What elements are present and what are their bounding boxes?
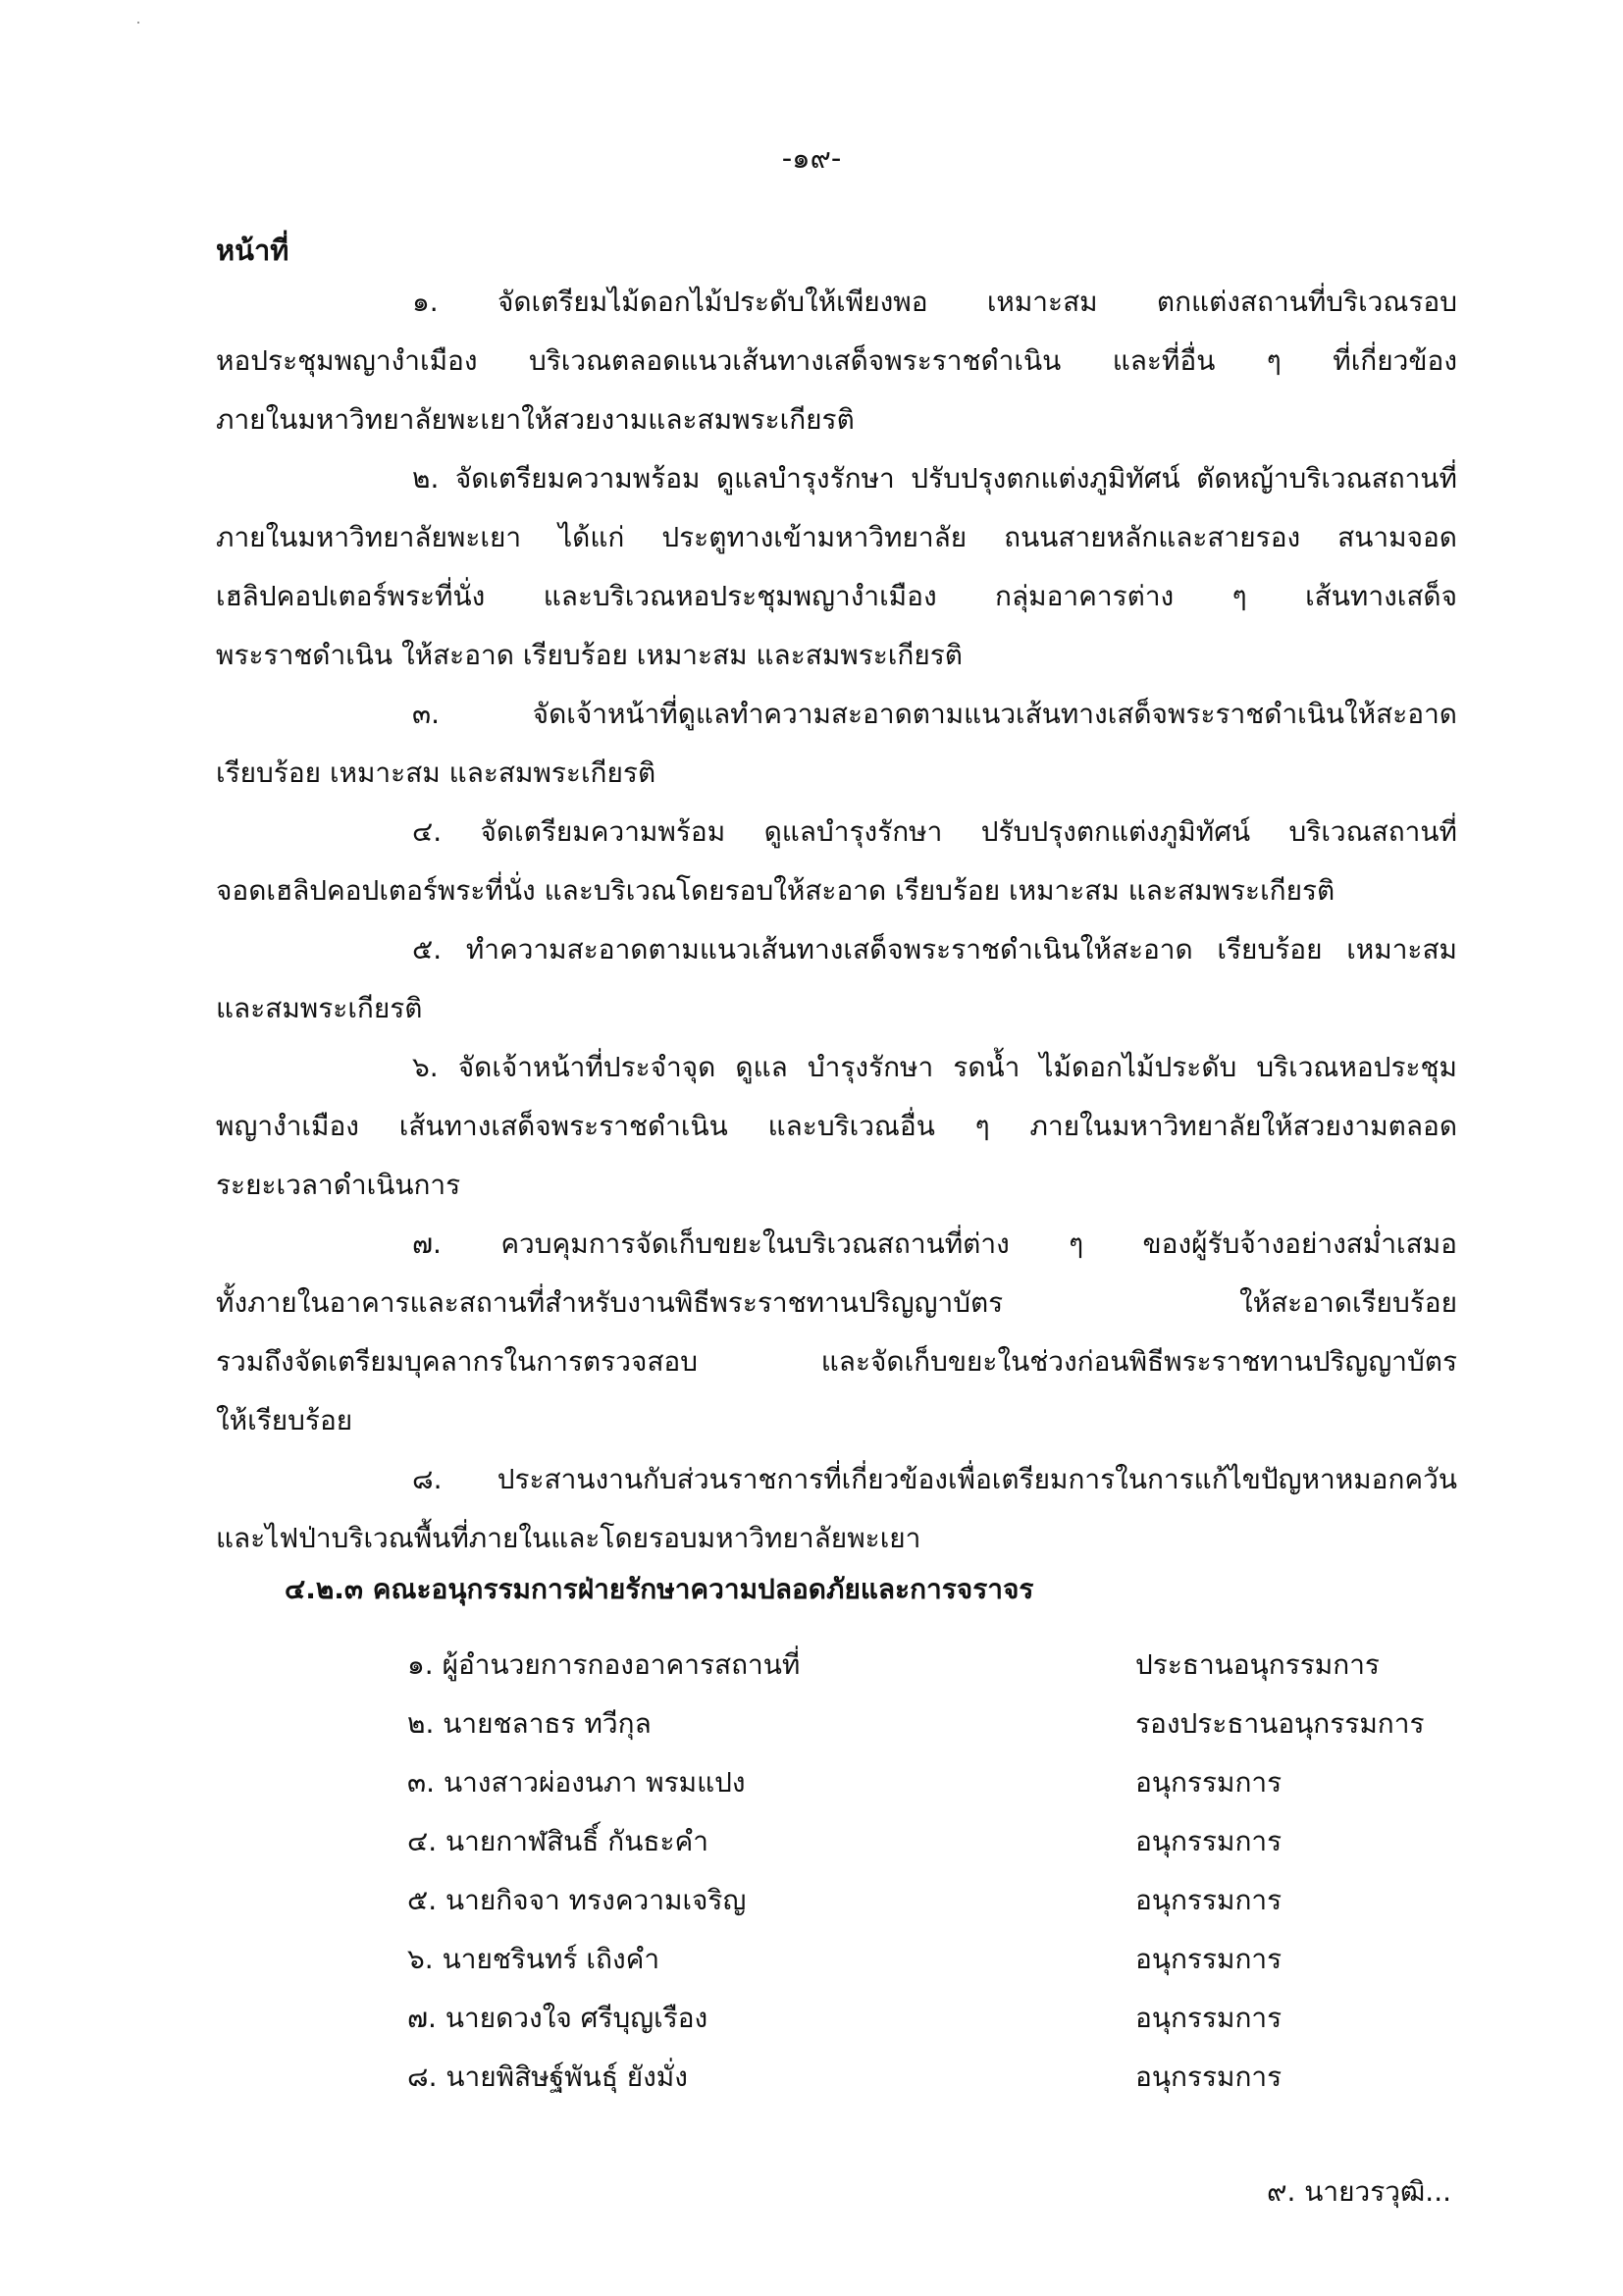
duty-line: ๘. ประสานงานกับส่วนราชการที่เกี่ยวข้องเพื่อเตรียมการในการแก้ไขปัญหาหมอกควัน (412, 1463, 1457, 1495)
member-role: อนุกรรมการ (1135, 1825, 1283, 1857)
duty-item-8 (216, 1450, 1457, 1568)
duty-item-3 (216, 685, 1457, 803)
duty-line: ๔. จัดเตรียมความพร้อม ดูแลบำรุงรักษา ปรับปรุงตกแต่งภูมิทัศน์ บริเวณสถานที่ (412, 815, 1457, 848)
duty-line: หอประชุมพญางำเมือง บริเวณตลอดแนวเส้นทางเสด็จพระราชดำเนิน และที่อื่น ๆ ที่เกี่ยวข้อง (216, 344, 1457, 377)
list-item (407, 1702, 1487, 1761)
member-role: อนุกรรมการ (1135, 1884, 1283, 1916)
list-item (407, 1761, 1487, 1820)
member-role: อนุกรรมการ (1135, 2061, 1283, 2093)
duty-line: ๒. จัดเตรียมความพร้อม ดูแลบำรุงรักษา ปรับปรุงตกแต่งภูมิทัศน์ ตัดหญ้าบริเวณสถานที่ (412, 462, 1457, 495)
list-item (407, 1644, 1487, 1702)
member-name: ๑. ผู้อำนวยการกองอาคารสถานที่ (407, 1648, 801, 1681)
member-role: อนุกรรมการ (1135, 2002, 1283, 2034)
duty-line: และไฟป่าบริเวณพื้นที่ภายในและโดยรอบมหาวิทยาลัยพะเยา (216, 1522, 921, 1554)
list-item (407, 1997, 1487, 2056)
section-heading: หน้าที่ (216, 234, 289, 267)
committee-member-list (407, 1644, 1487, 2114)
duty-line: เรียบร้อย เหมาะสม และสมพระเกียรติ (216, 757, 656, 789)
member-name: ๘. นายพิสิษฐ์พันธุ์ ยังมั่ง (407, 2061, 688, 2093)
duty-line: ๑. จัดเตรียมไม้ดอกไม้ประดับให้เพียงพอ เหมาะสม ตกแต่งสถานที่บริเวณรอบ (412, 286, 1457, 318)
duty-line: ๓. จัดเจ้าหน้าที่ดูแลทำความสะอาดตามแนวเส้นทางเสด็จพระราชดำเนินให้สะอาด (412, 698, 1457, 730)
continuation-note: ๙. นายวรวุฒิ... (1266, 2175, 1451, 2208)
member-name: ๖. นายชรินทร์ เถิงคำ (407, 1943, 660, 1975)
list-item (407, 1820, 1487, 1879)
list-item (407, 1938, 1487, 1997)
duty-line: พระราชดำเนิน ให้สะอาด เรียบร้อย เหมาะสม และสมพระเกียรติ (216, 639, 963, 671)
list-item (407, 2056, 1487, 2114)
duty-item-1 (216, 273, 1457, 449)
member-role: รองประธานอนุกรรมการ (1135, 1707, 1425, 1740)
member-name: ๗. นายดวงใจ ศรีบุญเรือง (407, 2002, 708, 2034)
duty-line: ทั้งภายในอาคารและสถานที่สำหรับงานพิธีพระราชทานปริญญาบัตร ให้สะอาดเรียบร้อย (216, 1286, 1457, 1319)
duty-item-6 (216, 1038, 1457, 1215)
member-role: อนุกรรมการ (1135, 1943, 1283, 1975)
duty-line: จอดเฮลิปคอปเตอร์พระที่นั่ง และบริเวณโดยรอบให้สะอาด เรียบร้อย เหมาะสม และสมพระเกียรติ (216, 874, 1335, 907)
duty-line: ๗. ควบคุมการจัดเก็บขยะในบริเวณสถานที่ต่าง ๆ ของผู้รับจ้างอย่างสม่ำเสมอ (412, 1227, 1457, 1260)
duty-line: ระยะเวลาดำเนินการ (216, 1169, 461, 1201)
duty-item-4 (216, 803, 1457, 920)
duty-line: เฮลิปคอปเตอร์พระที่นั่ง และบริเวณหอประชุมพญางำเมือง กลุ่มอาคารต่าง ๆ เส้นทางเสด็จ (216, 580, 1457, 612)
duty-line: ๕. ทำความสะอาดตามแนวเส้นทางเสด็จพระราชดำเนินให้สะอาด เรียบร้อย เหมาะสม (412, 933, 1457, 965)
duty-item-5 (216, 920, 1457, 1038)
member-role: ประธานอนุกรรมการ (1135, 1648, 1380, 1681)
duty-line: ภายในมหาวิทยาลัยพะเยาให้สวยงามและสมพระเกียรติ (216, 403, 855, 436)
duty-line: ให้เรียบร้อย (216, 1404, 353, 1436)
page-number: -๑๙- (781, 141, 842, 175)
duty-line: และสมพระเกียรติ (216, 992, 423, 1024)
committee-heading: ๔.๒.๓ คณะอนุกรรมการฝ่ายรักษาความปลอดภัยและการจราจร (285, 1573, 1034, 1605)
member-role: อนุกรรมการ (1135, 1766, 1283, 1799)
scan-speck (137, 22, 139, 24)
member-name: ๒. นายชลาธร ทวีกุล (407, 1707, 652, 1740)
duty-line: ๖. จัดเจ้าหน้าที่ประจำจุด ดูแล บำรุงรักษา รดน้ำ ไม้ดอกไม้ประดับ บริเวณหอประชุม (412, 1051, 1457, 1083)
duty-line: รวมถึงจัดเตรียมบุคลากรในการตรวจสอบ และจัดเก็บขยะในช่วงก่อนพิธีพระราชทานปริญญาบัตร (216, 1345, 1457, 1378)
duty-line: ภายในมหาวิทยาลัยพะเยา ได้แก่ ประตูทางเข้ามหาวิทยาลัย ถนนสายหลักและสายรอง สนามจอด (216, 521, 1457, 553)
member-name: ๔. นายกาฬสินธิ์ กันธะคำ (407, 1825, 708, 1857)
member-name: ๕. นายกิจจา ทรงความเจริญ (407, 1884, 747, 1916)
list-item (407, 1879, 1487, 1938)
member-name: ๓. นางสาวผ่องนภา พรมแปง (407, 1766, 746, 1799)
duty-item-2 (216, 449, 1457, 685)
duty-line: พญางำเมือง เส้นทางเสด็จพระราชดำเนิน และบริเวณอื่น ๆ ภายในมหาวิทยาลัยให้สวยงามตลอด (216, 1110, 1457, 1142)
duty-item-7 (216, 1215, 1457, 1450)
